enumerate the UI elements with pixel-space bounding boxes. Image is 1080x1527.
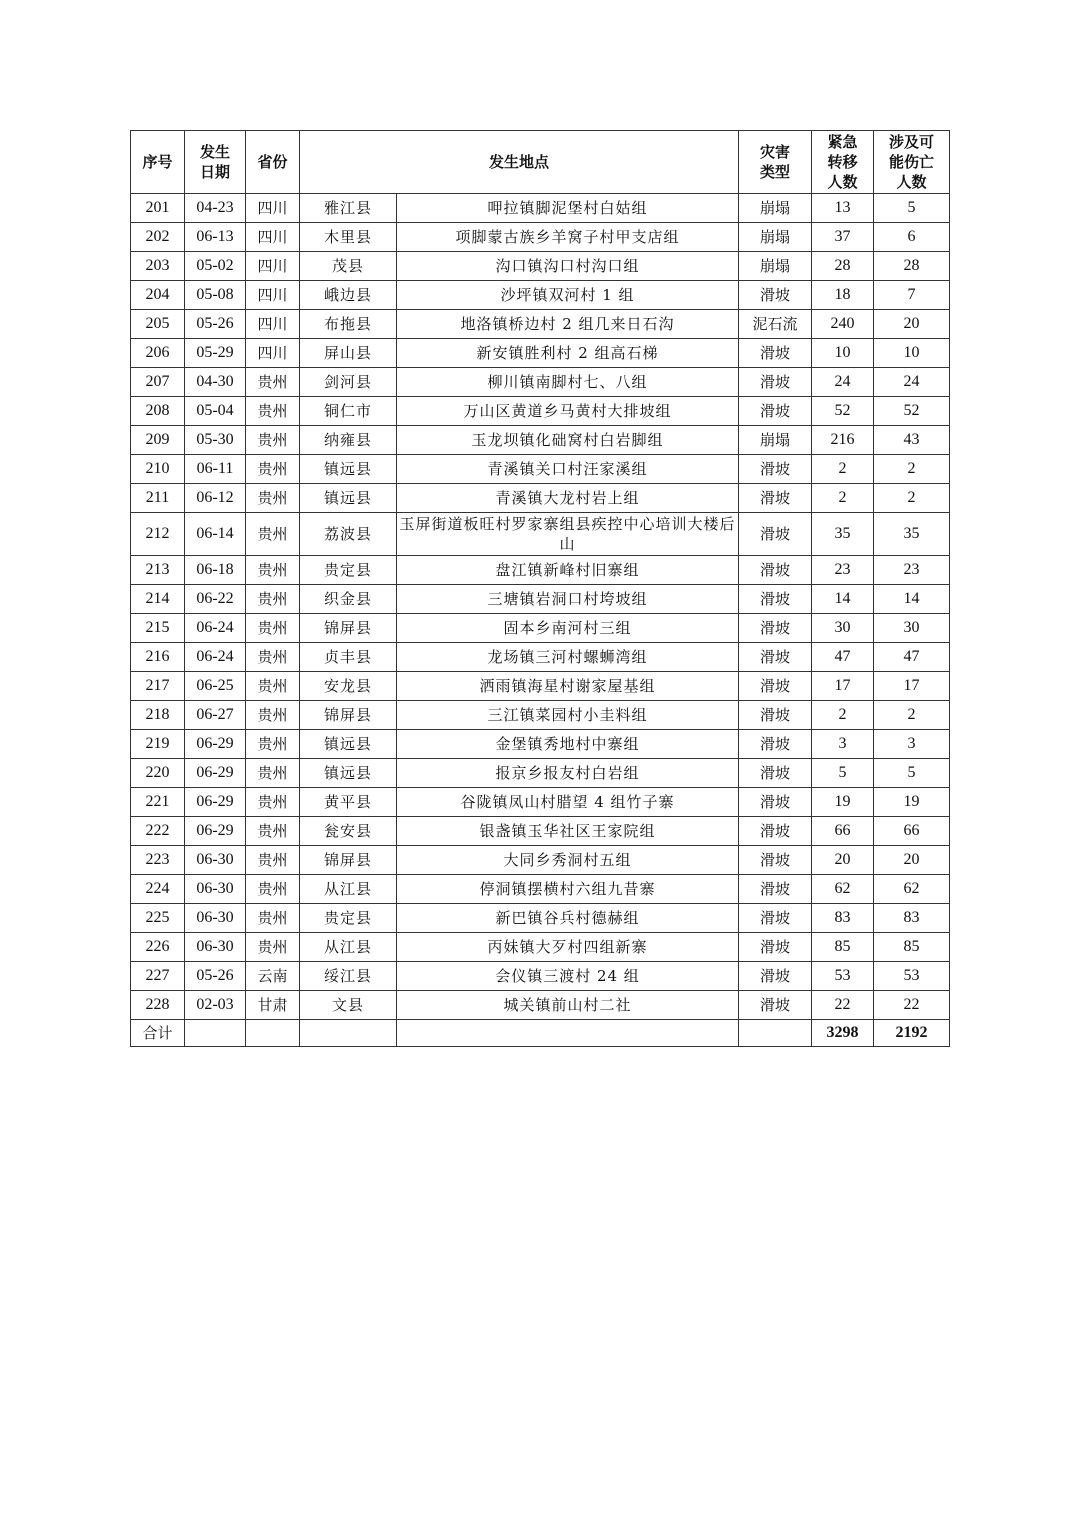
cell-evacuated: 83 [812, 904, 874, 933]
cell-province: 贵州 [246, 759, 300, 788]
cell-type: 崩塌 [739, 194, 812, 223]
cell-place: 新安镇胜利村 2 组高石梯 [397, 339, 739, 368]
table-row [131, 672, 950, 701]
cell-date: 06-30 [185, 846, 246, 875]
cell-type: 滑坡 [739, 904, 812, 933]
cell-place: 玉屏街道板旺村罗家寨组县疾控中心培训大楼后山 [397, 513, 739, 556]
cell-province: 贵州 [246, 788, 300, 817]
table-row [131, 701, 950, 730]
cell-evacuated: 35 [812, 513, 874, 556]
cell-type: 滑坡 [739, 672, 812, 701]
cell-casualties: 20 [874, 310, 950, 339]
cell-date: 06-24 [185, 614, 246, 643]
cell-casualties: 62 [874, 875, 950, 904]
cell-evacuated: 216 [812, 426, 874, 455]
cell-casualties: 5 [874, 759, 950, 788]
cell-date: 04-30 [185, 368, 246, 397]
cell-seq: 207 [131, 368, 185, 397]
cell-seq: 205 [131, 310, 185, 339]
cell-casualties: 22 [874, 991, 950, 1020]
table-row [131, 730, 950, 759]
cell-province: 贵州 [246, 672, 300, 701]
total-evacuated: 3298 [812, 1020, 874, 1047]
cell-seq: 227 [131, 962, 185, 991]
cell-province: 贵州 [246, 933, 300, 962]
cell-place: 城关镇前山村二社 [397, 991, 739, 1020]
total-empty-type [739, 1020, 812, 1047]
cell-county: 纳雍县 [300, 426, 397, 455]
cell-province: 云南 [246, 962, 300, 991]
cell-seq: 225 [131, 904, 185, 933]
table-row [131, 817, 950, 846]
cell-date: 06-22 [185, 585, 246, 614]
cell-county: 锦屏县 [300, 846, 397, 875]
cell-seq: 226 [131, 933, 185, 962]
cell-place: 新巴镇谷兵村德赫组 [397, 904, 739, 933]
cell-seq: 217 [131, 672, 185, 701]
cell-place: 报京乡报友村白岩组 [397, 759, 739, 788]
cell-evacuated: 240 [812, 310, 874, 339]
cell-county: 锦屏县 [300, 614, 397, 643]
cell-place: 沙坪镇双河村 1 组 [397, 281, 739, 310]
cell-casualties: 43 [874, 426, 950, 455]
cell-date: 05-26 [185, 962, 246, 991]
cell-place: 盘江镇新峰村旧寨组 [397, 556, 739, 585]
cell-type: 滑坡 [739, 933, 812, 962]
table-row [131, 875, 950, 904]
cell-evacuated: 19 [812, 788, 874, 817]
cell-evacuated: 85 [812, 933, 874, 962]
table-row [131, 281, 950, 310]
total-row [131, 1020, 950, 1047]
cell-province: 甘肃 [246, 991, 300, 1020]
cell-county: 木里县 [300, 223, 397, 252]
cell-county: 贞丰县 [300, 643, 397, 672]
cell-county: 铜仁市 [300, 397, 397, 426]
cell-province: 贵州 [246, 701, 300, 730]
cell-place: 三塘镇岩洞口村垮坡组 [397, 585, 739, 614]
cell-casualties: 2 [874, 455, 950, 484]
cell-type: 滑坡 [739, 817, 812, 846]
table-row [131, 194, 950, 223]
cell-province: 四川 [246, 223, 300, 252]
cell-date: 05-29 [185, 339, 246, 368]
cell-province: 四川 [246, 252, 300, 281]
table-row [131, 643, 950, 672]
cell-evacuated: 18 [812, 281, 874, 310]
cell-county: 黄平县 [300, 788, 397, 817]
cell-casualties: 28 [874, 252, 950, 281]
cell-evacuated: 20 [812, 846, 874, 875]
cell-seq: 216 [131, 643, 185, 672]
cell-place: 谷陇镇凤山村腊望 4 组竹子寨 [397, 788, 739, 817]
cell-type: 滑坡 [739, 643, 812, 672]
cell-county: 瓮安县 [300, 817, 397, 846]
table-row [131, 556, 950, 585]
cell-place: 呷拉镇脚泥堡村白姑组 [397, 194, 739, 223]
cell-place: 柳川镇南脚村七、八组 [397, 368, 739, 397]
cell-date: 06-30 [185, 933, 246, 962]
cell-type: 滑坡 [739, 759, 812, 788]
cell-place: 丙妹镇大歹村四组新寨 [397, 933, 739, 962]
cell-county: 镇远县 [300, 730, 397, 759]
cell-casualties: 24 [874, 368, 950, 397]
cell-casualties: 6 [874, 223, 950, 252]
header-location: 发生地点 [300, 131, 739, 194]
cell-date: 06-27 [185, 701, 246, 730]
cell-casualties: 53 [874, 962, 950, 991]
cell-seq: 219 [131, 730, 185, 759]
cell-province: 四川 [246, 281, 300, 310]
cell-county: 贵定县 [300, 556, 397, 585]
cell-place: 洒雨镇海星村谢家屋基组 [397, 672, 739, 701]
cell-evacuated: 3 [812, 730, 874, 759]
cell-type: 滑坡 [739, 875, 812, 904]
cell-place: 银盏镇玉华社区王家院组 [397, 817, 739, 846]
cell-casualties: 14 [874, 585, 950, 614]
cell-province: 贵州 [246, 643, 300, 672]
cell-casualties: 23 [874, 556, 950, 585]
cell-casualties: 10 [874, 339, 950, 368]
header-date: 发生 日期 [185, 131, 246, 194]
cell-date: 05-08 [185, 281, 246, 310]
total-casualties: 2192 [874, 1020, 950, 1047]
cell-date: 06-29 [185, 759, 246, 788]
cell-place: 万山区黄道乡马黄村大排坡组 [397, 397, 739, 426]
cell-place: 项脚蒙古族乡羊窝子村甲支店组 [397, 223, 739, 252]
cell-seq: 224 [131, 875, 185, 904]
cell-seq: 204 [131, 281, 185, 310]
table-row [131, 339, 950, 368]
table-row [131, 426, 950, 455]
cell-seq: 201 [131, 194, 185, 223]
cell-place: 固本乡南河村三组 [397, 614, 739, 643]
cell-casualties: 19 [874, 788, 950, 817]
cell-province: 贵州 [246, 513, 300, 556]
cell-casualties: 7 [874, 281, 950, 310]
table-row [131, 223, 950, 252]
cell-date: 06-18 [185, 556, 246, 585]
cell-casualties: 30 [874, 614, 950, 643]
cell-date: 06-29 [185, 817, 246, 846]
header-province: 省份 [246, 131, 300, 194]
cell-province: 贵州 [246, 904, 300, 933]
cell-county: 布拖县 [300, 310, 397, 339]
table-row [131, 991, 950, 1020]
header-type: 灾害 类型 [739, 131, 812, 194]
cell-evacuated: 23 [812, 556, 874, 585]
cell-place: 青溪镇关口村汪家溪组 [397, 455, 739, 484]
cell-place: 龙场镇三河村螺蛳湾组 [397, 643, 739, 672]
cell-county: 荔波县 [300, 513, 397, 556]
cell-county: 从江县 [300, 933, 397, 962]
cell-province: 贵州 [246, 817, 300, 846]
cell-type: 滑坡 [739, 585, 812, 614]
total-empty-place [397, 1020, 739, 1047]
cell-seq: 214 [131, 585, 185, 614]
cell-type: 崩塌 [739, 223, 812, 252]
cell-place: 会仪镇三渡村 24 组 [397, 962, 739, 991]
cell-county: 安龙县 [300, 672, 397, 701]
cell-date: 06-11 [185, 455, 246, 484]
cell-evacuated: 28 [812, 252, 874, 281]
cell-seq: 209 [131, 426, 185, 455]
total-empty-province [246, 1020, 300, 1047]
cell-casualties: 85 [874, 933, 950, 962]
total-label: 合计 [131, 1020, 185, 1047]
cell-date: 06-30 [185, 875, 246, 904]
cell-date: 05-26 [185, 310, 246, 339]
cell-county: 峨边县 [300, 281, 397, 310]
cell-place: 大同乡秀洞村五组 [397, 846, 739, 875]
cell-casualties: 35 [874, 513, 950, 556]
cell-county: 贵定县 [300, 904, 397, 933]
cell-evacuated: 2 [812, 455, 874, 484]
cell-county: 茂县 [300, 252, 397, 281]
cell-evacuated: 13 [812, 194, 874, 223]
table-row [131, 368, 950, 397]
cell-casualties: 83 [874, 904, 950, 933]
cell-seq: 210 [131, 455, 185, 484]
cell-casualties: 47 [874, 643, 950, 672]
cell-type: 滑坡 [739, 788, 812, 817]
cell-date: 04-23 [185, 194, 246, 223]
cell-casualties: 20 [874, 846, 950, 875]
disaster-table-container [130, 130, 950, 1047]
cell-county: 从江县 [300, 875, 397, 904]
cell-casualties: 17 [874, 672, 950, 701]
cell-place: 青溪镇大龙村岩上组 [397, 484, 739, 513]
cell-county: 镇远县 [300, 759, 397, 788]
cell-county: 文县 [300, 991, 397, 1020]
table-row [131, 484, 950, 513]
cell-casualties: 5 [874, 194, 950, 223]
cell-province: 贵州 [246, 556, 300, 585]
cell-county: 镇远县 [300, 484, 397, 513]
table-row [131, 933, 950, 962]
cell-seq: 221 [131, 788, 185, 817]
cell-seq: 206 [131, 339, 185, 368]
cell-type: 滑坡 [739, 484, 812, 513]
cell-type: 崩塌 [739, 426, 812, 455]
cell-place: 沟口镇沟口村沟口组 [397, 252, 739, 281]
cell-type: 崩塌 [739, 252, 812, 281]
cell-date: 02-03 [185, 991, 246, 1020]
cell-seq: 203 [131, 252, 185, 281]
cell-date: 05-30 [185, 426, 246, 455]
cell-province: 贵州 [246, 397, 300, 426]
header-seq: 序号 [131, 131, 185, 194]
cell-type: 滑坡 [739, 281, 812, 310]
cell-place: 停洞镇摆横村六组九昔寨 [397, 875, 739, 904]
table-row [131, 585, 950, 614]
cell-type: 滑坡 [739, 846, 812, 875]
cell-county: 剑河县 [300, 368, 397, 397]
cell-seq: 211 [131, 484, 185, 513]
cell-province: 贵州 [246, 484, 300, 513]
table-row [131, 614, 950, 643]
cell-type: 滑坡 [739, 368, 812, 397]
cell-type: 滑坡 [739, 962, 812, 991]
cell-county: 屏山县 [300, 339, 397, 368]
cell-seq: 223 [131, 846, 185, 875]
cell-evacuated: 22 [812, 991, 874, 1020]
cell-seq: 208 [131, 397, 185, 426]
cell-evacuated: 17 [812, 672, 874, 701]
cell-type: 泥石流 [739, 310, 812, 339]
cell-evacuated: 14 [812, 585, 874, 614]
cell-province: 贵州 [246, 426, 300, 455]
cell-seq: 202 [131, 223, 185, 252]
header-row [131, 131, 950, 194]
table-row [131, 310, 950, 339]
cell-province: 贵州 [246, 585, 300, 614]
cell-place: 玉龙坝镇化础窝村白岩脚组 [397, 426, 739, 455]
cell-evacuated: 24 [812, 368, 874, 397]
total-empty-date [185, 1020, 246, 1047]
cell-province: 贵州 [246, 730, 300, 759]
cell-evacuated: 52 [812, 397, 874, 426]
cell-type: 滑坡 [739, 556, 812, 585]
cell-type: 滑坡 [739, 339, 812, 368]
cell-date: 05-02 [185, 252, 246, 281]
table-body [131, 194, 950, 1020]
cell-evacuated: 30 [812, 614, 874, 643]
cell-date: 06-29 [185, 730, 246, 759]
cell-county: 锦屏县 [300, 701, 397, 730]
table-row [131, 397, 950, 426]
cell-date: 06-14 [185, 513, 246, 556]
table-row [131, 962, 950, 991]
cell-casualties: 52 [874, 397, 950, 426]
disaster-table [130, 130, 950, 1047]
table-row [131, 252, 950, 281]
table-row [131, 513, 950, 556]
cell-seq: 218 [131, 701, 185, 730]
cell-seq: 215 [131, 614, 185, 643]
table-row [131, 846, 950, 875]
cell-county: 绥江县 [300, 962, 397, 991]
cell-county: 雅江县 [300, 194, 397, 223]
cell-evacuated: 2 [812, 701, 874, 730]
cell-evacuated: 2 [812, 484, 874, 513]
cell-place: 金堡镇秀地村中寨组 [397, 730, 739, 759]
cell-province: 四川 [246, 339, 300, 368]
cell-type: 滑坡 [739, 513, 812, 556]
cell-evacuated: 62 [812, 875, 874, 904]
cell-evacuated: 66 [812, 817, 874, 846]
table-row [131, 455, 950, 484]
cell-seq: 212 [131, 513, 185, 556]
cell-date: 05-04 [185, 397, 246, 426]
cell-province: 贵州 [246, 368, 300, 397]
cell-place: 地洛镇桥边村 2 组几来日石沟 [397, 310, 739, 339]
header-evacuated: 紧急 转移 人数 [812, 131, 874, 194]
cell-casualties: 2 [874, 484, 950, 513]
total-empty-county [300, 1020, 397, 1047]
cell-casualties: 66 [874, 817, 950, 846]
cell-evacuated: 47 [812, 643, 874, 672]
cell-province: 四川 [246, 310, 300, 339]
table-row [131, 904, 950, 933]
table-row [131, 788, 950, 817]
header-casualties: 涉及可 能伤亡 人数 [874, 131, 950, 194]
cell-date: 06-13 [185, 223, 246, 252]
cell-type: 滑坡 [739, 397, 812, 426]
cell-province: 贵州 [246, 614, 300, 643]
cell-evacuated: 10 [812, 339, 874, 368]
cell-date: 06-29 [185, 788, 246, 817]
cell-type: 滑坡 [739, 614, 812, 643]
cell-seq: 220 [131, 759, 185, 788]
cell-county: 织金县 [300, 585, 397, 614]
cell-type: 滑坡 [739, 730, 812, 759]
cell-date: 06-24 [185, 643, 246, 672]
cell-province: 贵州 [246, 455, 300, 484]
cell-type: 滑坡 [739, 991, 812, 1020]
table-row [131, 759, 950, 788]
cell-place: 三江镇菜园村小圭料组 [397, 701, 739, 730]
cell-province: 贵州 [246, 875, 300, 904]
cell-casualties: 3 [874, 730, 950, 759]
cell-type: 滑坡 [739, 455, 812, 484]
cell-seq: 213 [131, 556, 185, 585]
cell-evacuated: 37 [812, 223, 874, 252]
cell-casualties: 2 [874, 701, 950, 730]
cell-province: 四川 [246, 194, 300, 223]
cell-seq: 228 [131, 991, 185, 1020]
cell-evacuated: 53 [812, 962, 874, 991]
cell-date: 06-30 [185, 904, 246, 933]
cell-evacuated: 5 [812, 759, 874, 788]
cell-province: 贵州 [246, 846, 300, 875]
cell-type: 滑坡 [739, 701, 812, 730]
cell-county: 镇远县 [300, 455, 397, 484]
cell-date: 06-25 [185, 672, 246, 701]
cell-seq: 222 [131, 817, 185, 846]
cell-date: 06-12 [185, 484, 246, 513]
